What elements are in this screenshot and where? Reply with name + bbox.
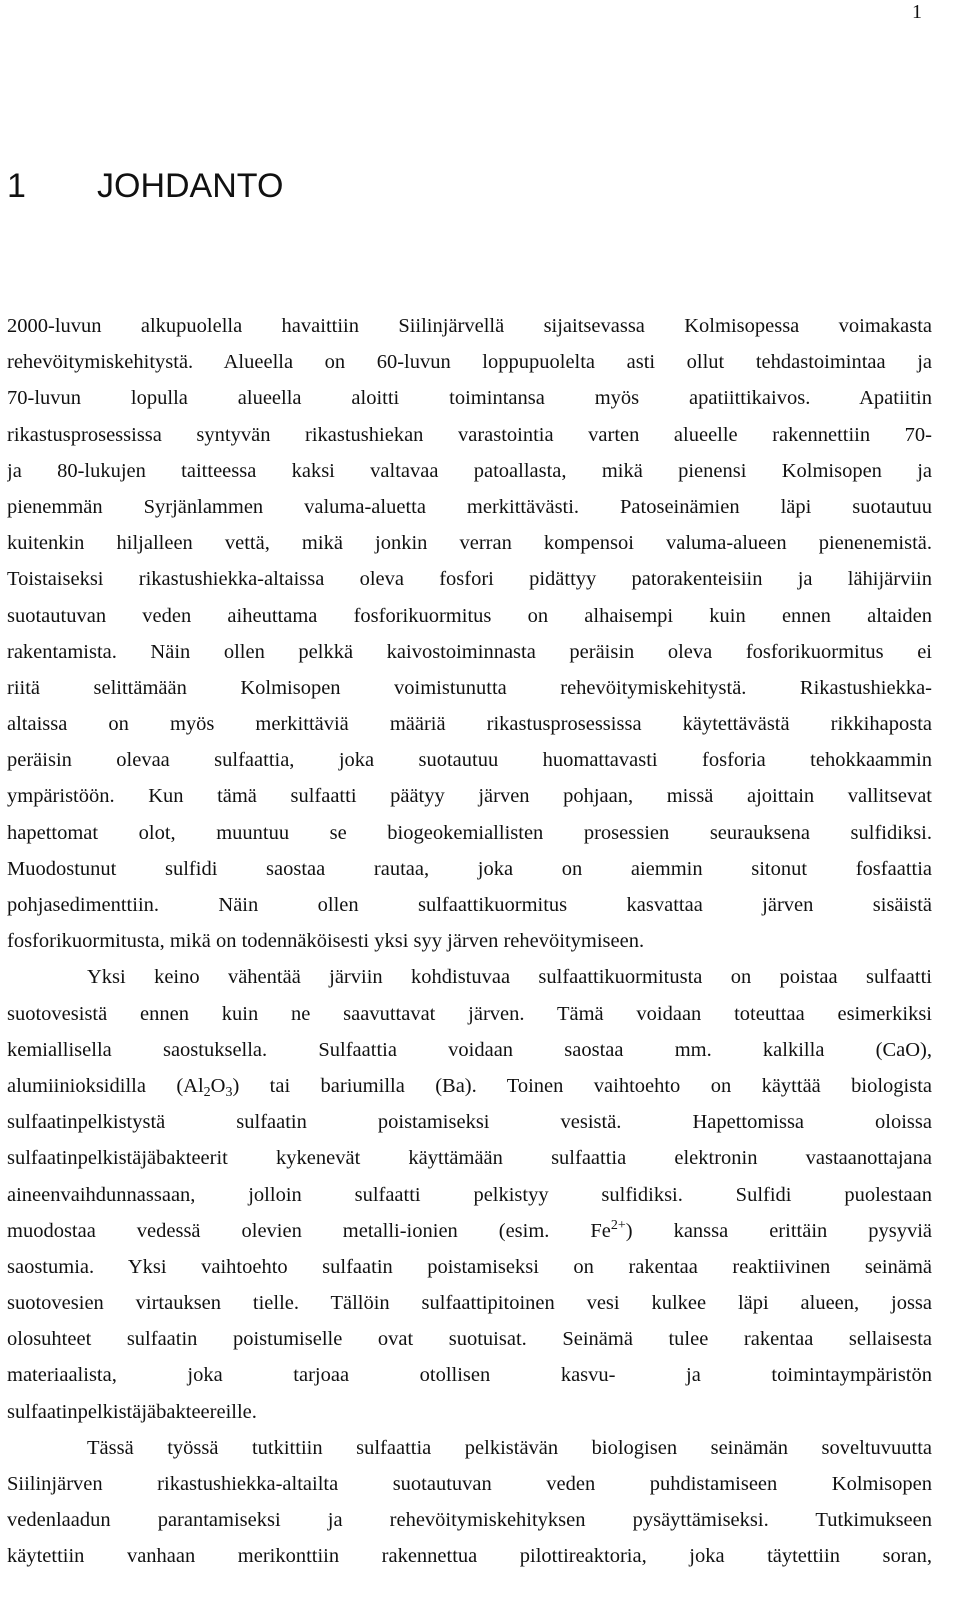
text-segment: ) tai bariumilla (Ba). Toinen vaihtoehto on käyttää biologista bbox=[232, 1074, 932, 1097]
text-line bbox=[7, 1213, 932, 1249]
text-segment: alumiinioksidilla (Al bbox=[7, 1074, 204, 1097]
text-line: Tässä työssä tutkittiin sulfaattia pelkistävän biologisen seinämän soveltuvuutta bbox=[87, 1436, 932, 1459]
text-line: materiaalista, joka tarjoaa otollisen kasvu- ja toimintaympäristön bbox=[7, 1364, 932, 1387]
text-line: Toistaiseksi rikastushiekka-altaissa oleva fosfori pidättyy patorakenteisiin ja lähijärviin bbox=[7, 568, 932, 591]
page-number: 1 bbox=[912, 1, 922, 23]
text-line: suotovesistä ennen kuin ne saavuttavat järven. Tämä voidaan toteuttaa esimerkiksi bbox=[7, 1002, 932, 1025]
text-line: rikastusprosessissa syntyvän rikastushiekan varastointia varten alueelle rakennettiin 70- bbox=[7, 423, 932, 446]
text-line: Siilinjärven rikastushiekka-altailta suotautuvan veden puhdistamiseen Kolmisopen bbox=[7, 1473, 932, 1495]
text-line bbox=[7, 1068, 932, 1104]
text-line: olosuhteet sulfaatin poistumiselle ovat suotuisat. Seinämä tulee rakentaa sellaisesta bbox=[7, 1328, 932, 1351]
text-line: rakentamista. Näin ollen pelkkä kaivostoiminnasta peräisin oleva fosforikuormitus ei bbox=[7, 640, 932, 663]
chapter-title: JOHDANTO bbox=[97, 167, 284, 205]
text-line: 70-luvun lopulla alueella aloitti toimintansa myös apatiittikaivos. Apatiitin bbox=[7, 387, 932, 410]
text-line: ja 80-lukujen taitteessa kaksi valtavaa patoallasta, mikä pienensi Kolmisopen ja bbox=[7, 459, 932, 482]
text-line: käytettiin vanhaan merikonttiin rakennettua pilottireaktoria, joka täytettiin soran, bbox=[7, 1545, 932, 1568]
text-line: aineenvaihdunnassaan, jolloin sulfaatti pelkistyy sulfidiksi. Sulfidi puolestaan bbox=[7, 1183, 932, 1206]
text-line: pohjasedimenttiin. Näin ollen sulfaattikuormitus kasvattaa järven sisäistä bbox=[7, 894, 932, 916]
text-line: fosforikuormitusta, mikä on todennäköisesti yksi syy järven rehevöitymiseen. bbox=[7, 930, 645, 953]
text-segment: muodostaa vedessä olevien metalli-ionien (esim. Fe bbox=[7, 1219, 611, 1242]
text-line: suotovesien virtauksen tielle. Tällöin sulfaattipitoinen vesi kulkee läpi alueen, jossa bbox=[7, 1292, 932, 1315]
text-line: kemiallisella saostuksella. Sulfaattia voidaan saostaa mm. kalkilla (CaO), bbox=[7, 1038, 932, 1061]
text-line: 2000-luvun alkupuolella havaittiin Siilinjärvellä sijaitsevassa Kolmisopessa voimakasta bbox=[7, 315, 932, 337]
text-line: ympäristöön. Kun tämä sulfaatti päätyy järven pohjaan, missä ajoittain vallitsevat bbox=[7, 785, 932, 808]
text-line: saostumia. Yksi vaihtoehto sulfaatin poistamiseksi on rakentaa reaktiivinen seinämä bbox=[7, 1255, 932, 1278]
text-line: Muodostunut sulfidi saostaa rautaa, joka on aiemmin sitonut fosfaattia bbox=[7, 857, 932, 880]
text-line: sulfaatinpelkistäjäbakteerit kykenevät käyttämään sulfaattia elektronin vastaanottajana bbox=[7, 1147, 932, 1170]
text-line: suotautuvan veden aiheuttama fosforikuormitus on alhaisempi kuin ennen altaiden bbox=[7, 604, 932, 627]
body-text bbox=[7, 308, 932, 1575]
chapter-number: 1 bbox=[7, 167, 26, 205]
text-line: peräisin olevaa sulfaattia, joka suotautuu huomattavasti fosforia tehokkaammin bbox=[7, 749, 932, 772]
text-segment: ) kanssa erittäin pysyviä bbox=[625, 1219, 932, 1242]
text-line: riitä selittämään Kolmisopen voimistunutta rehevöitymiskehitystä. Rikastushiekka- bbox=[7, 676, 932, 699]
text-line: kuitenkin hiljalleen vettä, mikä jonkin verran kompensoi valuma-alueen pienenemistä. bbox=[7, 532, 932, 555]
text-line: vedenlaadun parantamiseksi ja rehevöitymiskehityksen pysäyttämiseksi. Tutkimukseen bbox=[7, 1509, 932, 1532]
subscript: 2 bbox=[203, 1084, 211, 1100]
superscript: 2+ bbox=[610, 1217, 626, 1233]
chapter-heading bbox=[7, 160, 283, 212]
text-line: rehevöitymiskehitystä. Alueella on 60-luvun loppupuolelta asti ollut tehdastoimintaa ja bbox=[7, 351, 932, 374]
text-line: Yksi keino vähentää järviin kohdistuvaa sulfaattikuormitusta on poistaa sulfaatti bbox=[87, 966, 932, 989]
text-line: pienemmän Syrjänlammen valuma-aluetta merkittävästi. Patoseinämien läpi suotautuu bbox=[7, 495, 932, 518]
text-line: altaissa on myös merkittäviä määriä rikastusprosessissa käytettävästä rikkihaposta bbox=[7, 713, 932, 736]
text-line: sulfaatinpelkistystä sulfaatin poistamiseksi vesistä. Hapettomissa oloissa bbox=[7, 1111, 932, 1134]
subscript: 3 bbox=[225, 1084, 233, 1100]
text-line: sulfaatinpelkistäjäbakteereille. bbox=[7, 1400, 257, 1423]
text-line: hapettomat olot, muuntuu se biogeokemiallisten prosessien seurauksena sulfidiksi. bbox=[7, 821, 932, 844]
text-segment: O bbox=[210, 1074, 226, 1097]
